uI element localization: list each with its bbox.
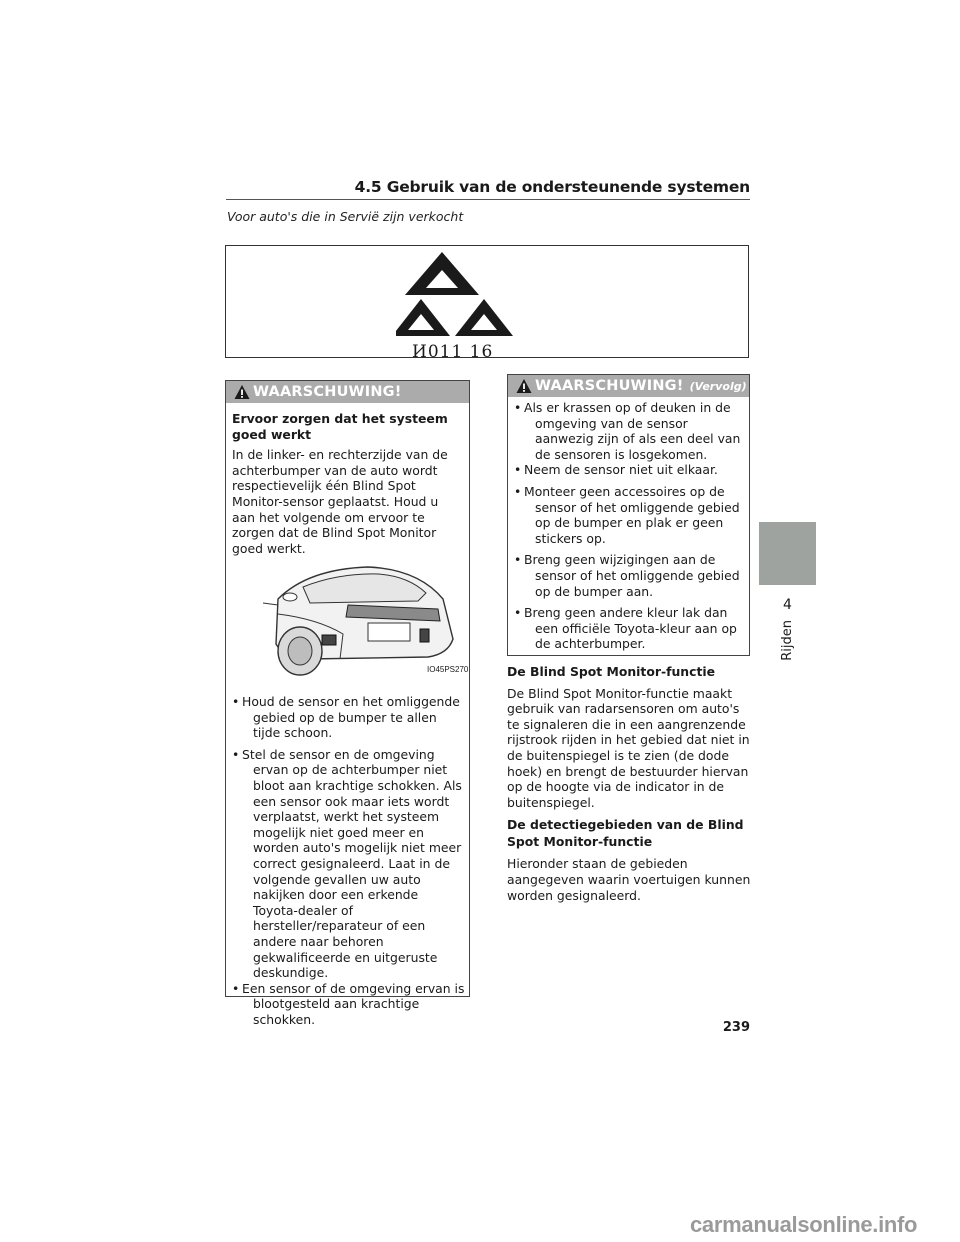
- list-item: • Breng geen wijzigingen aan de sensor of het omliggende gebied op de bumper aan.: [514, 552, 746, 599]
- header-divider: [226, 199, 750, 200]
- car-rear-drawing: [248, 559, 468, 677]
- warning-header: [508, 375, 749, 397]
- warning-icon: [516, 378, 532, 394]
- list-item: • Monteer geen accessoires op de sensor of het omliggende gebied op de bumper en plak er geen stickers op.: [514, 484, 746, 546]
- page-number: 239: [722, 1020, 750, 1035]
- chapter-number: 4: [783, 597, 792, 613]
- warning-box-right: [507, 374, 750, 656]
- paragraph: De Blind Spot Monitor-functie maakt gebruik van radarsensoren om auto's te signaleren die in een aangrenzende rijstrook rijden in het gebied dat niet in de buitenspiegel is te zien (de dode hoek) en brengt de bestuurder hiervan op de hoogte via de indicator in de buitenspiegel.: [507, 685, 750, 810]
- warning-icon: [234, 384, 250, 400]
- list-item: • Stel de sensor en de omgeving ervan op de achterbumper niet bloot aan krachtige schokken. Als een sensor ook maar iets wordt verplaatst, werkt het systeem mogelijk niet goed meer en worden auto's mogelijk niet meer correct gesignaleerd. Laat in de volgende gevallen uw auto nakijken door een erkende Toyota-dealer of hersteller/reparateur of een andere naar behoren gekwalificeerde en uitgeruste deskundige.: [232, 747, 466, 981]
- warning-title: WAARSCHUWING!: [535, 378, 684, 394]
- chapter-label: Rijden: [780, 620, 795, 661]
- warning-title: WAARSCHUWING!: [253, 384, 402, 400]
- section-title: 4.5 Gebruik van de ondersteunende systemen: [354, 178, 750, 196]
- car-rear-illustration: [248, 559, 468, 677]
- warning-heading: Ervoor zorgen dat het systeem goed werkt: [232, 411, 448, 442]
- list-item: • Een sensor of de omgeving ervan is blootgesteld aan krachtige schokken.: [232, 981, 466, 1028]
- continued-label: (Vervolg): [689, 379, 747, 393]
- section-heading: De detectiegebieden van de Blind Spot Monitor-functie: [507, 817, 744, 850]
- list-item: • Breng geen andere kleur lak dan een officiële Toyota-kleur aan op de achterbumper.: [514, 605, 746, 652]
- section-heading: De Blind Spot Monitor-functie: [507, 664, 716, 679]
- list-item: • Houd de sensor en het omliggende gebied op de bumper te allen tijde schoon.: [232, 694, 466, 741]
- warning-header: [226, 381, 469, 403]
- watermark: carmanualsonline.info: [690, 1212, 918, 1237]
- warning-triangle-figure: [225, 245, 749, 362]
- figure-code: И011 16: [412, 342, 494, 362]
- triangle-symbol-icon: [396, 252, 536, 338]
- warning-box-left: [225, 380, 470, 1027]
- list-item: • Als er krassen op of deuken in de omgeving van de sensor aanwezig zijn of als een deel van de sensoren is losgekomen.: [514, 400, 746, 462]
- image-code: IO45PS270: [427, 665, 469, 674]
- warning-intro: In de linker- en rechterzijde van de achterbumper van de auto wordt respectievelijk één Blind Spot Monitor-sensor geplaatst. Houd u aan het volgende om ervoor te zorgen dat de Blind Spot Monitor goed werkt.: [232, 447, 448, 556]
- list-item: • Neem de sensor niet uit elkaar.: [514, 462, 746, 478]
- chapter-tab: [759, 522, 816, 585]
- paragraph: Hieronder staan de gebieden aangegeven waarin voertuigen kunnen worden gesignaleerd.: [507, 856, 751, 903]
- figure-caption: Voor auto's die in Servië zijn verkocht: [227, 209, 464, 224]
